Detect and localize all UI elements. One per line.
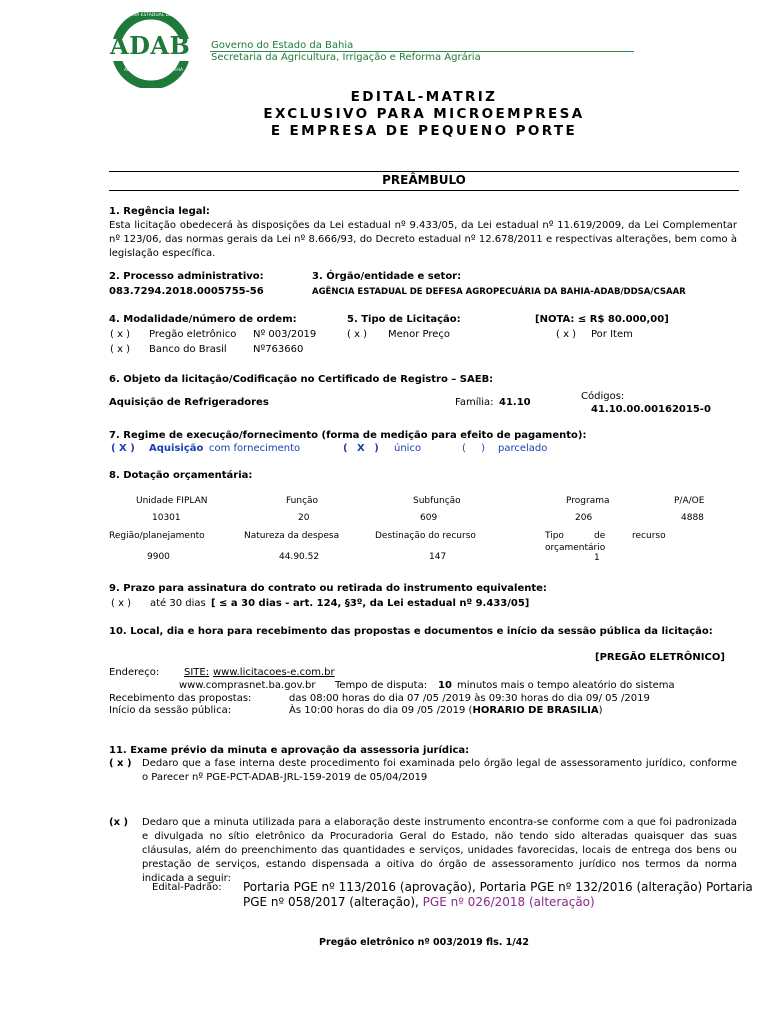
s11-p2-text: Dedaro que a minuta utilizada para a elaboração deste instrumento encontra-se conforme com a que foi padronizada e divulgada no sítio eletrônico da Procuradoria Geral do Estado, não tendo sido alteradas quaisquer das suas cláusulas, além do preenchimento das quantidades e serviços, unidades favorecidas, locais de entrega dos bens ou prestação de serviços, estando dispensada a oitiva do órgão de assessoramento jurídico nos termos da norma indicada a seguir: (142, 817, 737, 884)
s8-h-subfuncao: Subfunção (413, 496, 461, 506)
s7-opt1-mark: ( X ) (111, 443, 135, 454)
s8-h-tipo-c: recurso (632, 531, 666, 541)
s10-inicio-bold: HORARIO DE BRASILIA (472, 705, 599, 716)
s7-heading: 7. Regime de execução/fornecimento (forma de medição para efeito de pagamento): (109, 430, 587, 441)
preambulo-heading: PREÂMBULO (382, 173, 466, 187)
s1-text: Esta licitação obedecerá às disposições da Lei estadual nº 9.433/05, da Lei estadual nº 11.619/2009, da Lei Complementar nº 123/06, das normas gerais da Lei nº 8.666/93, do Decreto estadual nº 12.678/2011 e respectivas alterações, bem como à legislação específica. (109, 220, 737, 259)
s8-h-programa: Programa (566, 496, 610, 506)
s10-inicio-label: Início da sessão pública: (109, 705, 232, 716)
s9-bold: [ ≤ a 30 dias - art. 124, §3º, da Lei estadual nº 9.433/05] (211, 598, 530, 609)
s4-heading: 4. Modalidade/número de ordem: (109, 314, 297, 325)
s6-codigos-label: Códigos: (581, 391, 625, 402)
s10-receb-label: Recebimento das propostas: (109, 693, 252, 704)
s7-opt2-label: único (394, 443, 422, 454)
nota-label: Por Item (591, 329, 633, 340)
s9-mark: ( x ) (111, 598, 132, 609)
s1-heading: 1. Regência legal: (109, 206, 210, 217)
s8-h-tipo-b: de (594, 531, 606, 541)
logo-ring-bottom: AGROPECUÁRIA DA BAHIA (124, 68, 184, 73)
s11-edital-line2b[interactable]: PGE nº 026/2018 (alteração) (422, 895, 595, 909)
s10-disputa-label: Tempo de disputa: (335, 680, 428, 691)
s4-row2-label: Banco do Brasil (149, 344, 227, 355)
s6-heading: 6. Objeto da licitação/Codificação no Certificado de Registro – SAEB: (109, 374, 494, 385)
s8-v-natureza: 44.90.52 (279, 552, 320, 562)
preambulo-rule-top (109, 171, 739, 172)
s10-site-label: SITE: (184, 667, 210, 678)
s10-inicio-value: Às 10:00 horas do dia 09 /05 /2019 ( (289, 705, 473, 716)
s11-edital-line2a: PGE nº 058/2017 (alteração), (243, 895, 419, 909)
title-line2: EXCLUSIVO PARA MICROEMPRESA (263, 106, 585, 122)
s8-heading: 8. Dotação orçamentária: (109, 470, 253, 481)
nota-mark: ( x ) (556, 329, 577, 340)
s7-opt2-mark: ( X ) (343, 443, 382, 454)
s8-h-tipo-a: Tipo (545, 531, 564, 541)
s4-row1-mark: ( x ) (110, 329, 131, 340)
s10-site2[interactable]: www.comprasnet.ba.gov.br (179, 680, 316, 691)
s4-row2-num: Nº763660 (253, 344, 304, 355)
s3-heading: 3. Órgão/entidade e setor: (312, 271, 462, 282)
s8-v-destinacao: 147 (429, 552, 447, 562)
s10-site-value[interactable]: www.licitacoes-e.com.br (213, 667, 335, 678)
s10-inicio (289, 705, 603, 716)
page-footer: Pregão eletrônico nº 003/2019 fls. 1/42 (319, 937, 529, 948)
s10-endereco-label: Endereço: (109, 667, 160, 678)
s8-h-funcao: Função (286, 496, 319, 506)
title-line3: E EMPRESA DE PEQUENO PORTE (270, 123, 578, 139)
s9-heading: 9. Prazo para assinatura do contrato ou retirada do instrumento equivalente: (109, 583, 547, 594)
s2-value: 083.7294.2018.0005755-56 (109, 286, 264, 297)
gov-line2: Secretaria da Agricultura, Irrigação e Reforma Agrária (211, 52, 481, 63)
s7-opt1-rest: com fornecimento (209, 443, 301, 454)
s7-opt3-label: parcelado (498, 443, 548, 454)
s6-familia-value: 41.10 (499, 397, 531, 408)
s6-object: Aquisição de Refrigeradores (109, 397, 269, 408)
s9-text: até 30 dias (150, 598, 206, 609)
s10-inicio-close: ) (598, 705, 603, 716)
s8-v-subfuncao: 609 (420, 513, 438, 523)
s10-pregao: [PREGÃO ELETRÔNICO] (595, 652, 725, 663)
preambulo-rule-bottom (109, 190, 739, 191)
s11-p1-mark: ( x ) (109, 758, 132, 769)
s8-v-tipo: 1 (594, 553, 600, 563)
s8-h-destinacao: Destinação do recurso (375, 531, 476, 541)
nota-heading: [NOTA: ≤ R$ 80.000,00] (535, 314, 669, 325)
s8-h-natureza: Natureza da despesa (244, 531, 340, 541)
s11-edital-label: Edital-Padrão: (152, 882, 222, 893)
s8-v-programa: 206 (575, 513, 593, 523)
s3-value: AGÊNCIA ESTADUAL DE DEFESA AGROPECUÁRIA DA BAHIA-ADAB/DDSA/CSAAR (312, 287, 686, 297)
s5-heading: 5. Tipo de Licitação: (347, 314, 461, 325)
s8-v-regiao: 9900 (147, 552, 170, 562)
s10-disputa-value: 10 (438, 680, 452, 691)
s11-edital-line1: Portaria PGE nº 113/2016 (aprovação), Portaria PGE nº 132/2016 (alteração) Portaria (243, 880, 753, 894)
s6-codigos-value: 41.10.00.00162015-0 (591, 404, 711, 415)
s5-mark: ( x ) (347, 329, 368, 340)
logo-text: ADAB (110, 31, 191, 60)
s10-disputa-rest: minutos mais o tempo aleatório do sistema (457, 680, 675, 691)
s8-h-pao: P/A/OE (674, 496, 705, 506)
s11-heading: 11. Exame prévio da minuta e aprovação da assessoria jurídica: (109, 745, 470, 756)
s8-v-unidade: 10301 (152, 513, 181, 523)
gov-line1: Governo do Estado da Bahia (211, 40, 354, 51)
s8-h-unidade: Unidade FIPLAN (136, 496, 208, 506)
s10-heading: 10. Local, dia e hora para recebimento das propostas e documentos e início da sessão pública da licitação: (109, 626, 713, 637)
s4-row2-mark: ( x ) (110, 344, 131, 355)
s5-label: Menor Preço (388, 329, 451, 340)
s8-v-funcao: 20 (298, 513, 310, 523)
s11-p1-text: Dedaro que a fase interna deste procedimento foi examinada pelo órgão legal de assessoramento jurídico, conforme o Parecer nº PGE-PCT-ADAB-JRL-159-2019 de 05/04/2019 (142, 758, 737, 783)
s7-opt3-mark: ( ) (462, 443, 491, 454)
s8-h-regiao: Região/planejamento (109, 531, 205, 541)
s4-row1-num: Nº 003/2019 (253, 329, 317, 340)
s8-h-tipo-d: orçamentário (545, 543, 606, 553)
s7-opt1-bold: Aquisição (149, 443, 204, 454)
s8-v-pao: 4888 (681, 513, 704, 523)
logo-ring-top: AGÊNCIA ESTADUAL DE DEFESA (119, 13, 192, 18)
s11-edital-line2 (243, 895, 595, 909)
s2-heading: 2. Processo administrativo: (109, 271, 264, 282)
s4-row1-label: Pregão eletrônico (149, 329, 237, 340)
s10-receb-value: das 08:00 horas do dia 07 /05 /2019 às 09:30 horas do dia 09/ 05 /2019 (289, 693, 650, 704)
s6-familia-label: Família: (455, 397, 494, 408)
s11-p2-mark: (x ) (109, 817, 129, 828)
title-line1: EDITAL-MATRIZ (350, 89, 498, 105)
